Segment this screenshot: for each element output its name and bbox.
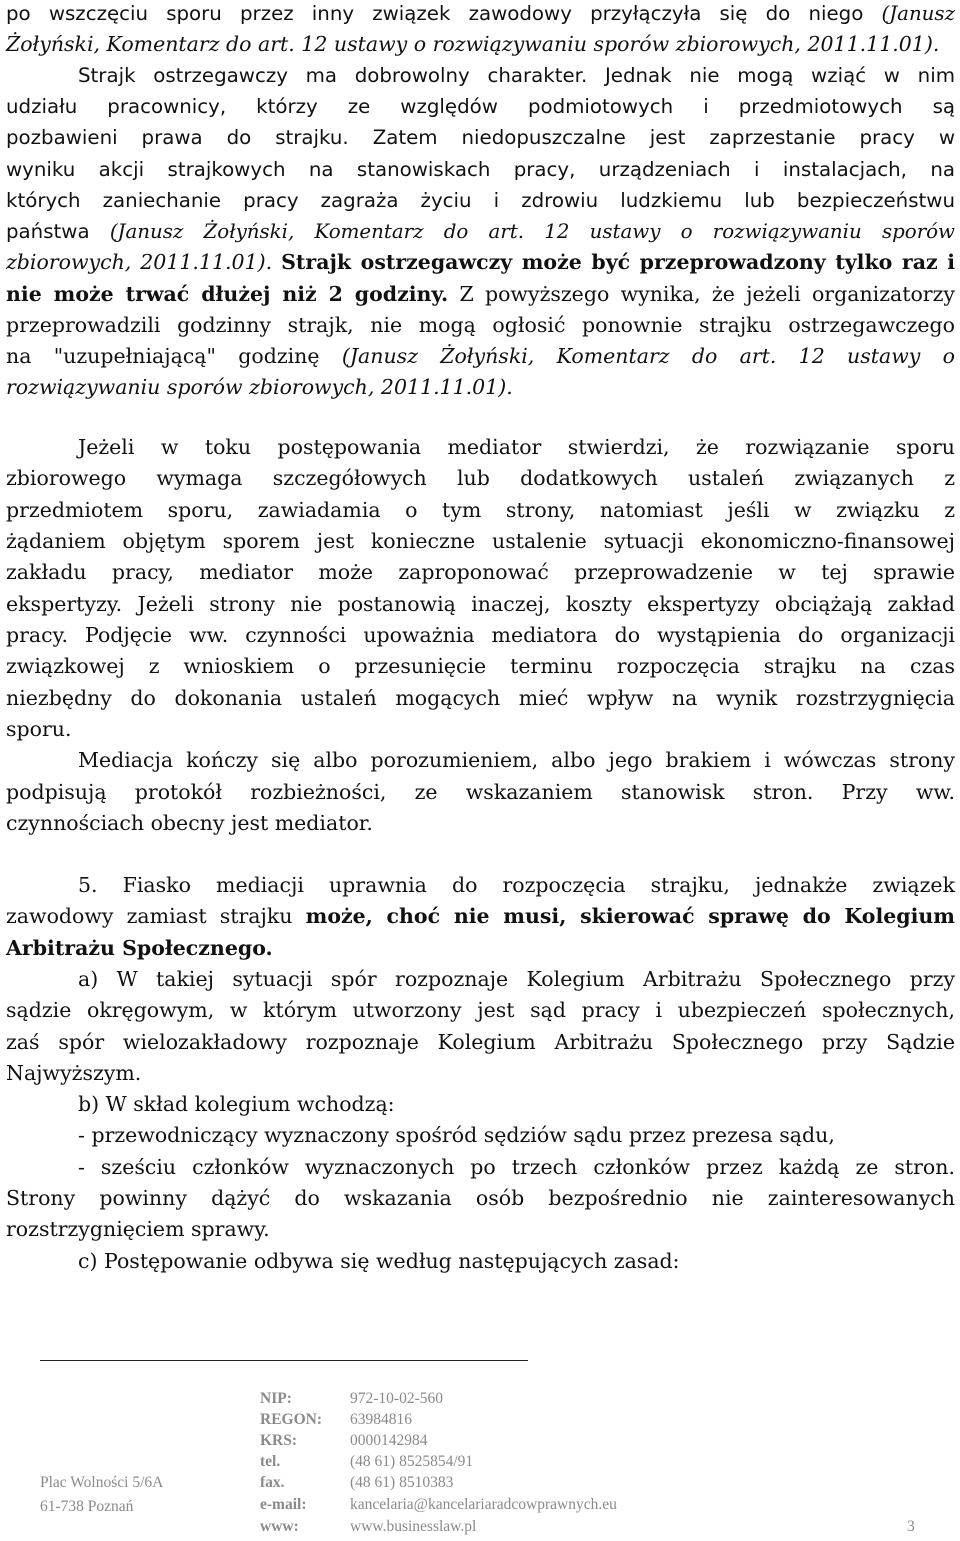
text-line: rozwiązywaniu sporów zbiorowych, 2011.11.01). bbox=[6, 375, 513, 399]
text-line: na "uzupełniającą" godzinę (Janusz Żołyński, Komentarz do art. 12 ustawy o bbox=[6, 344, 955, 368]
footer-address-line1: Plac Wolności 5/6A bbox=[40, 1474, 164, 1491]
text-line: Arbitrażu Społecznego. bbox=[6, 936, 273, 960]
text-line: sporu. bbox=[6, 717, 72, 741]
text-line: rozstrzygnięciem sprawy. bbox=[6, 1217, 270, 1241]
text-line: - przewodniczący wyznaczony spośród sędziów sądu przez prezesa sądu, bbox=[78, 1123, 835, 1147]
text-line: po wszczęciu sporu przez inny związek zawodowy przyłączyła się do niego (Janusz bbox=[6, 2, 955, 25]
text-line: Najwyższym. bbox=[6, 1061, 142, 1085]
text-line: ekspertyzy. Jeżeli strony nie postanowią inaczej, koszty ekspertyzy obciążają zakład bbox=[6, 592, 955, 616]
footer-nip-value: 972-10-02-560 bbox=[350, 1390, 443, 1407]
text-line: - sześciu członków wyznaczonych po trzech członków przez każdą ze stron. bbox=[78, 1155, 955, 1179]
text-line: a) W takiej sytuacji spór rozpoznaje Kolegium Arbitrażu Społecznego przy bbox=[78, 967, 955, 991]
text-line: zawodowy zamiast strajku może, choć nie musi, skierować sprawę do Kolegium bbox=[6, 904, 955, 928]
footer-fax-label: fax. bbox=[260, 1474, 285, 1491]
text-line: pracy. Podjęcie ww. czynności upoważnia mediatora do wystąpienia do organizacji bbox=[6, 623, 955, 647]
text-line: państwa (Janusz Żołyński, Komentarz do art. 12 ustawy o rozwiązywaniu sporów bbox=[6, 220, 955, 243]
text-line: zbiorowych, 2011.11.01). Strajk ostrzegawczy może być przeprowadzony tylko raz i bbox=[6, 250, 955, 274]
text-line: podpisują protokół rozbieżności, ze wskazaniem stanowisk stron. Przy ww. bbox=[6, 780, 955, 804]
text-line: Żołyński, Komentarz do art. 12 ustawy o rozwiązywaniu sporów zbiorowych, 2011.11.01). bbox=[6, 32, 940, 56]
page-number: 3 bbox=[907, 1518, 915, 1535]
text-line: których zaniechanie pracy zagraża życiu i zdrowiu ludzkiemu lub bezpieczeństwu bbox=[6, 189, 955, 212]
text-line: zbiorowego wymaga szczegółowych lub dodatkowych ustaleń związanych z bbox=[6, 466, 955, 490]
text-line: żądaniem objętym sporem jest konieczne ustalenie sytuacji ekonomiczno-finansowej bbox=[6, 529, 955, 553]
footer-regon-label: REGON: bbox=[260, 1411, 322, 1428]
footer-address-line2: 61-738 Poznań bbox=[40, 1498, 134, 1515]
footer-www-link[interactable]: www.businesslaw.pl bbox=[350, 1518, 477, 1535]
text-line: udziału pracownicy, którzy ze względów podmiotowych i przedmiotowych są bbox=[6, 95, 955, 118]
text-line: zakładu pracy, mediator może zaproponować przeprowadzenie w tej sprawie bbox=[6, 560, 955, 584]
text-line: Mediacja kończy się albo porozumieniem, albo jego brakiem i wówczas strony bbox=[78, 748, 955, 772]
text-line: przedmiotem sporu, zawiadamia o tym strony, natomiast jeśli w związku z bbox=[6, 498, 955, 522]
text-line: czynnościach obecny jest mediator. bbox=[6, 811, 373, 835]
text-line: niezbędny do dokonania ustaleń mogących mieć wpływ na wynik rozstrzygnięcia bbox=[6, 686, 955, 710]
text-line: c) Postępowanie odbywa się według następujących zasad: bbox=[78, 1249, 680, 1273]
text-line: wyniku akcji strajkowych na stanowiskach pracy, urządzeniach i instalacjach, na bbox=[6, 158, 955, 181]
text-line: Strony powinny dążyć do wskazania osób bezpośrednio nie zainteresowanych bbox=[6, 1186, 955, 1210]
text-line: zaś spór wielozakładowy rozpoznaje Kolegium Arbitrażu Społecznego przy Sądzie bbox=[6, 1030, 955, 1054]
text-line: sądzie okręgowym, w którym utworzony jest sąd pracy i ubezpieczeń społecznych, bbox=[6, 998, 955, 1022]
footer-email-link[interactable]: kancelaria@kancelariaradcowprawnych.eu bbox=[350, 1496, 617, 1513]
footer-fax-value: (48 61) 8510383 bbox=[350, 1474, 454, 1491]
footer-regon-value: 63984816 bbox=[350, 1411, 412, 1428]
text-line: nie może trwać dłużej niż 2 godziny. Z powyższego wynika, że jeżeli organizatorzy bbox=[6, 282, 955, 306]
footer-email-label: e-mail: bbox=[260, 1496, 307, 1513]
text-line: przeprowadzili godzinny strajk, nie mogą ogłosić ponownie strajku ostrzegawczego bbox=[6, 313, 955, 337]
footer-divider bbox=[40, 1360, 528, 1361]
text-line: Strajk ostrzegawczy ma dobrowolny charakter. Jednak nie mogą wziąć w nim bbox=[78, 64, 955, 87]
footer-tel-value: (48 61) 8525854/91 bbox=[350, 1453, 474, 1470]
footer-www-label: www: bbox=[260, 1518, 299, 1535]
footer-tel-label: tel. bbox=[260, 1453, 281, 1470]
footer-krs-value: 0000142984 bbox=[350, 1432, 428, 1449]
text-line: związkowej z wnioskiem o przesunięcie terminu rozpoczęcia strajku na czas bbox=[6, 654, 955, 678]
text-line: 5. Fiasko mediacji uprawnia do rozpoczęcia strajku, jednakże związek bbox=[78, 873, 955, 897]
footer-krs-label: KRS: bbox=[260, 1432, 298, 1449]
text-line: Jeżeli w toku postępowania mediator stwierdzi, że rozwiązanie sporu bbox=[78, 435, 955, 459]
footer-nip-label: NIP: bbox=[260, 1390, 292, 1407]
text-line: pozbawieni prawa do strajku. Zatem niedopuszczalne jest zaprzestanie pracy w bbox=[6, 126, 955, 149]
text-line: b) W skład kolegium wchodzą: bbox=[78, 1092, 395, 1116]
